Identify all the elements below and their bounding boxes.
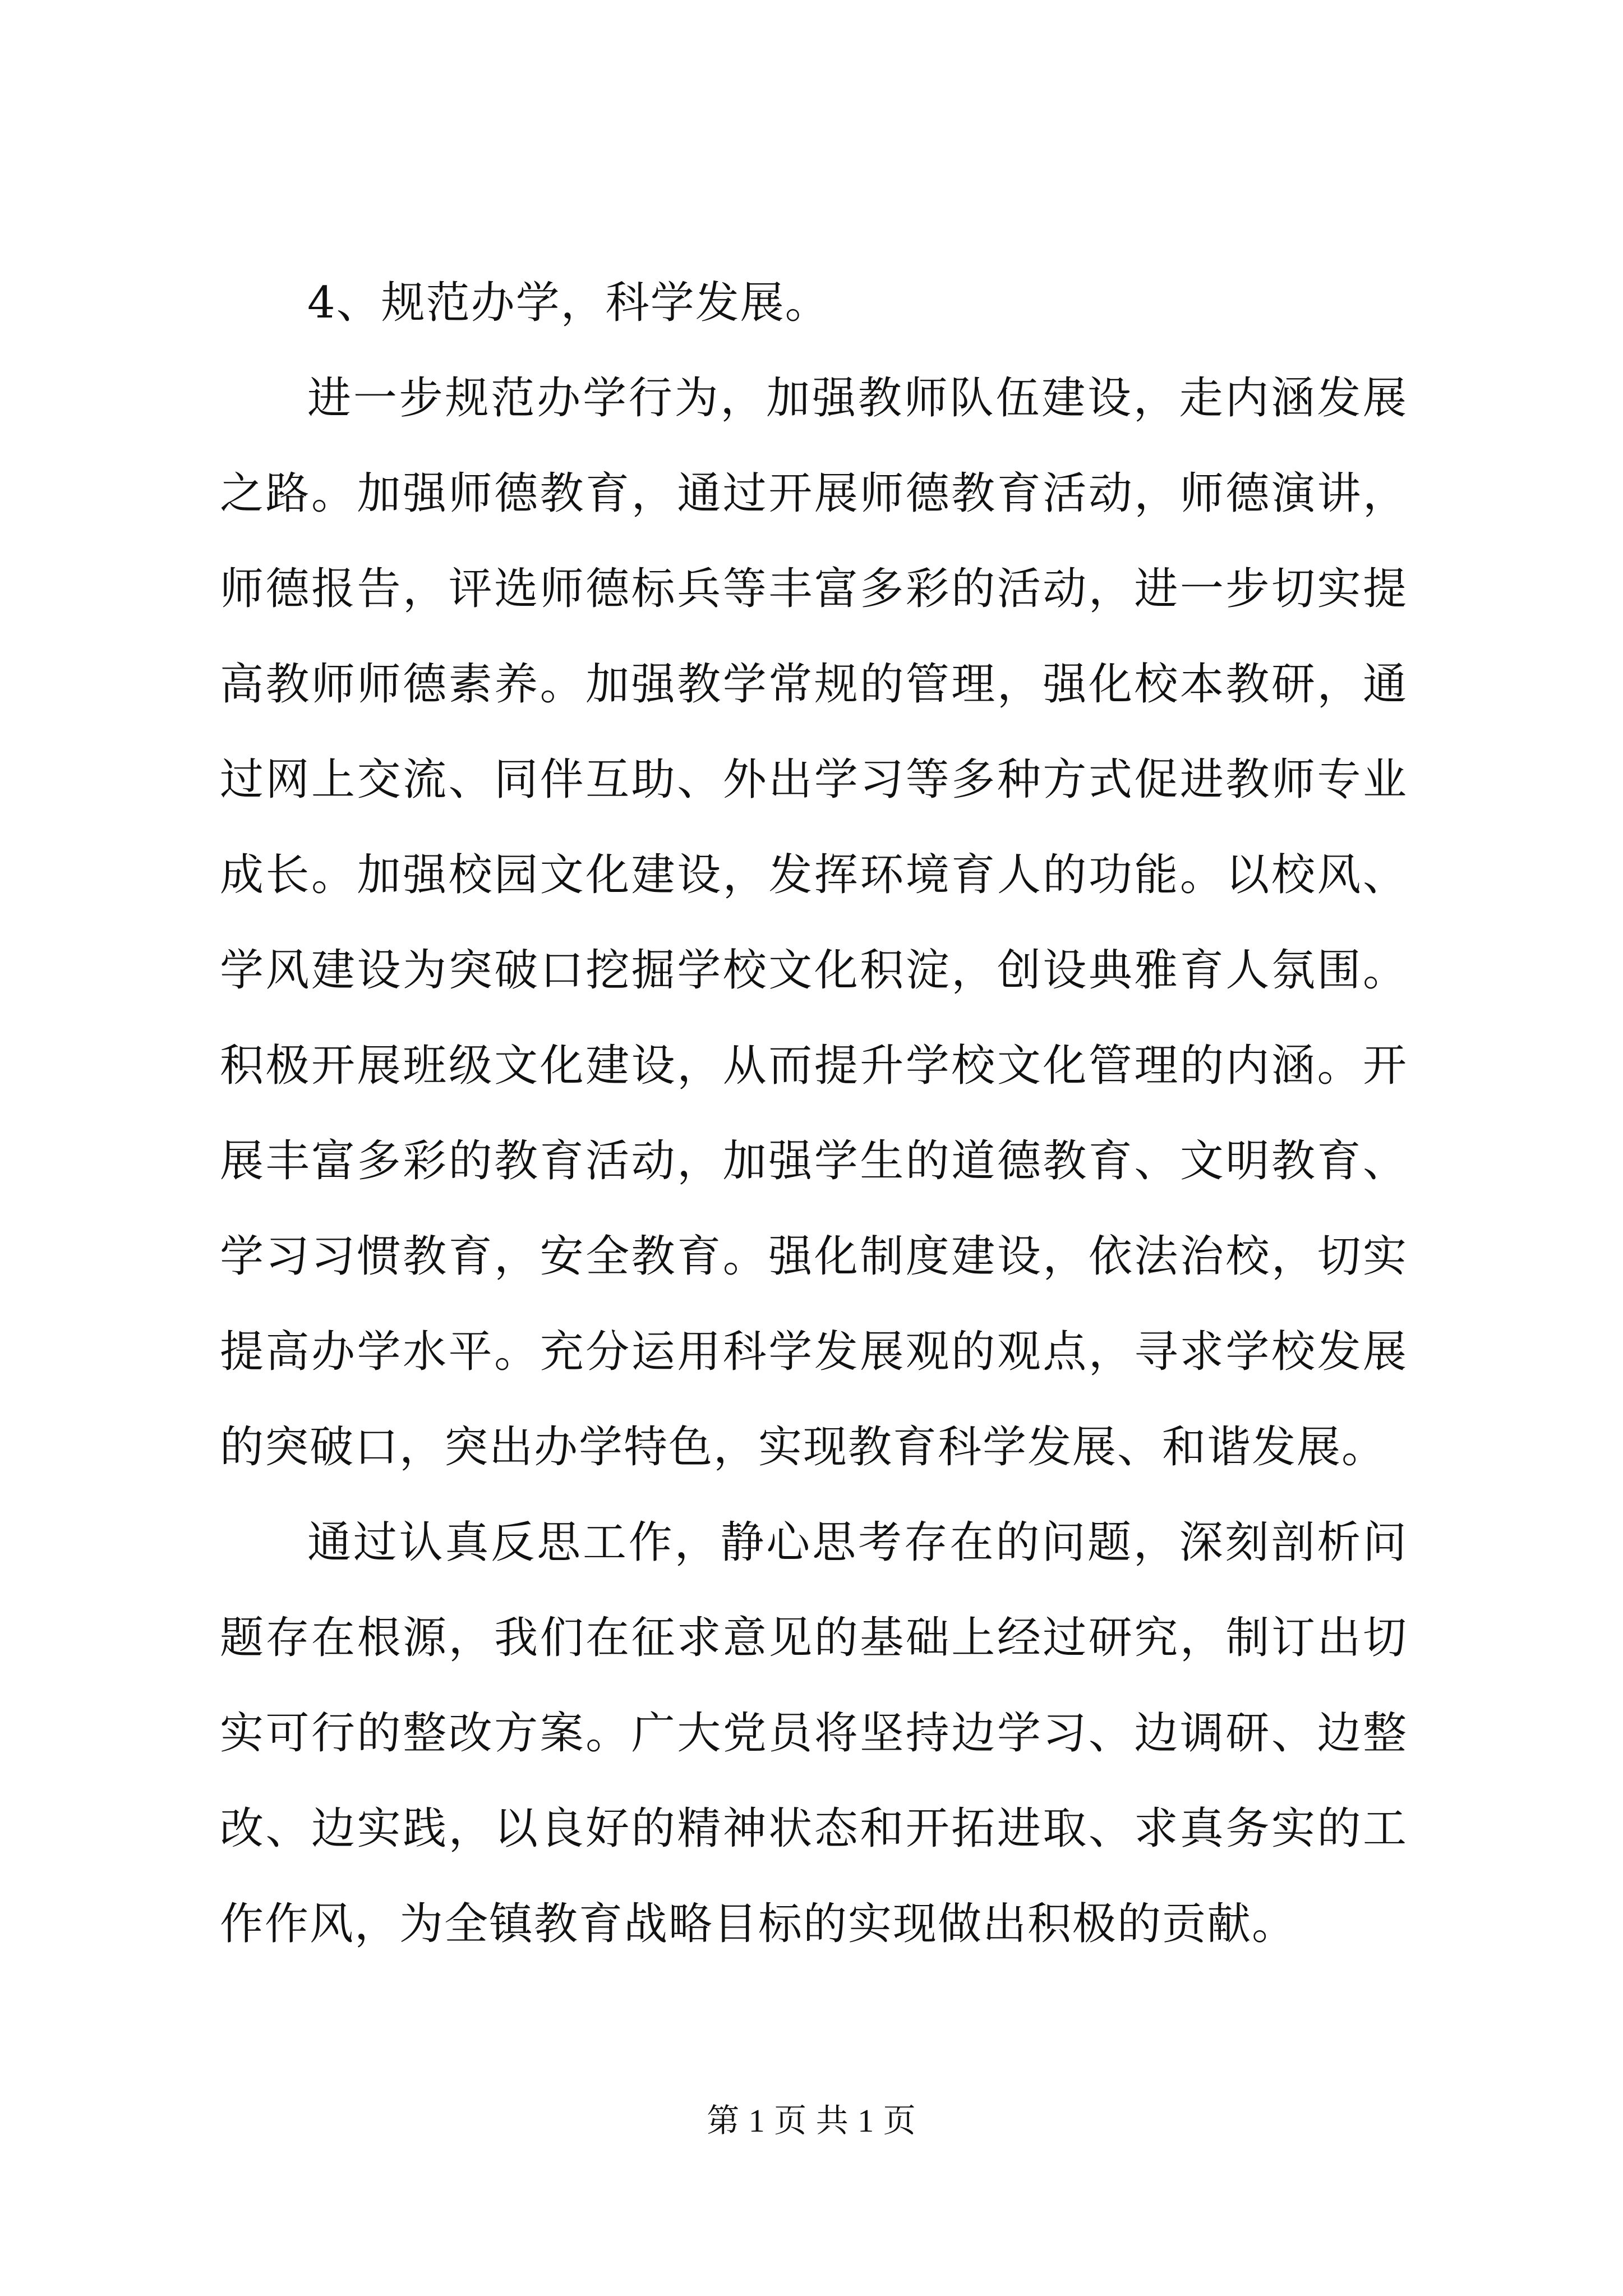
paragraph-1: 进一步规范办学行为，加强教师队伍建设，走内涵发展之路。加强师德教育，通过开展师德教育活动，师德演讲，师德报告，评选师德标兵等丰富多彩的活动，进一步切实提高教师师德素养。加强教学常规的管理，强化校本教研，通过网上交流、同伴互助、外出学习等多种方式促进教师专业成长。加强校园文化建设，发挥环境育人的功能。以校风、学风建设为突破口挖掘学校文化积淀，创设典雅育人氛围。积极开展班级文化建设，从而提升学校文化管理的内涵。开展丰富多彩的教育活动，加强学生的道德教育、文明教育、学习习惯教育，安全教育。强化制度建设，依法治校，切实提高办学水平。充分运用科学发展观的观点，寻求学校发展的突破口，突出办学特色，实现教育科学发展、和谐发展。 (220, 373, 1408, 1473)
page-number-footer: 第 1 页 共 1 页 (707, 2102, 916, 2139)
paragraph-2: 通过认真反思工作，静心思考存在的问题，深刻剖析问题存在根源，我们在征求意见的基础上经过研究，制订出切实可行的整改方案。广大党员将坚持边学习、边调研、边整改、边实践，以良好的精神状态和开拓进取、求真务实的工作作风，为全镇教育战略目标的实现做出积极的贡献。 (220, 1517, 1408, 1949)
section-heading: 4、规范办学，科学发展。 (307, 278, 830, 328)
document-body (220, 255, 1408, 1972)
